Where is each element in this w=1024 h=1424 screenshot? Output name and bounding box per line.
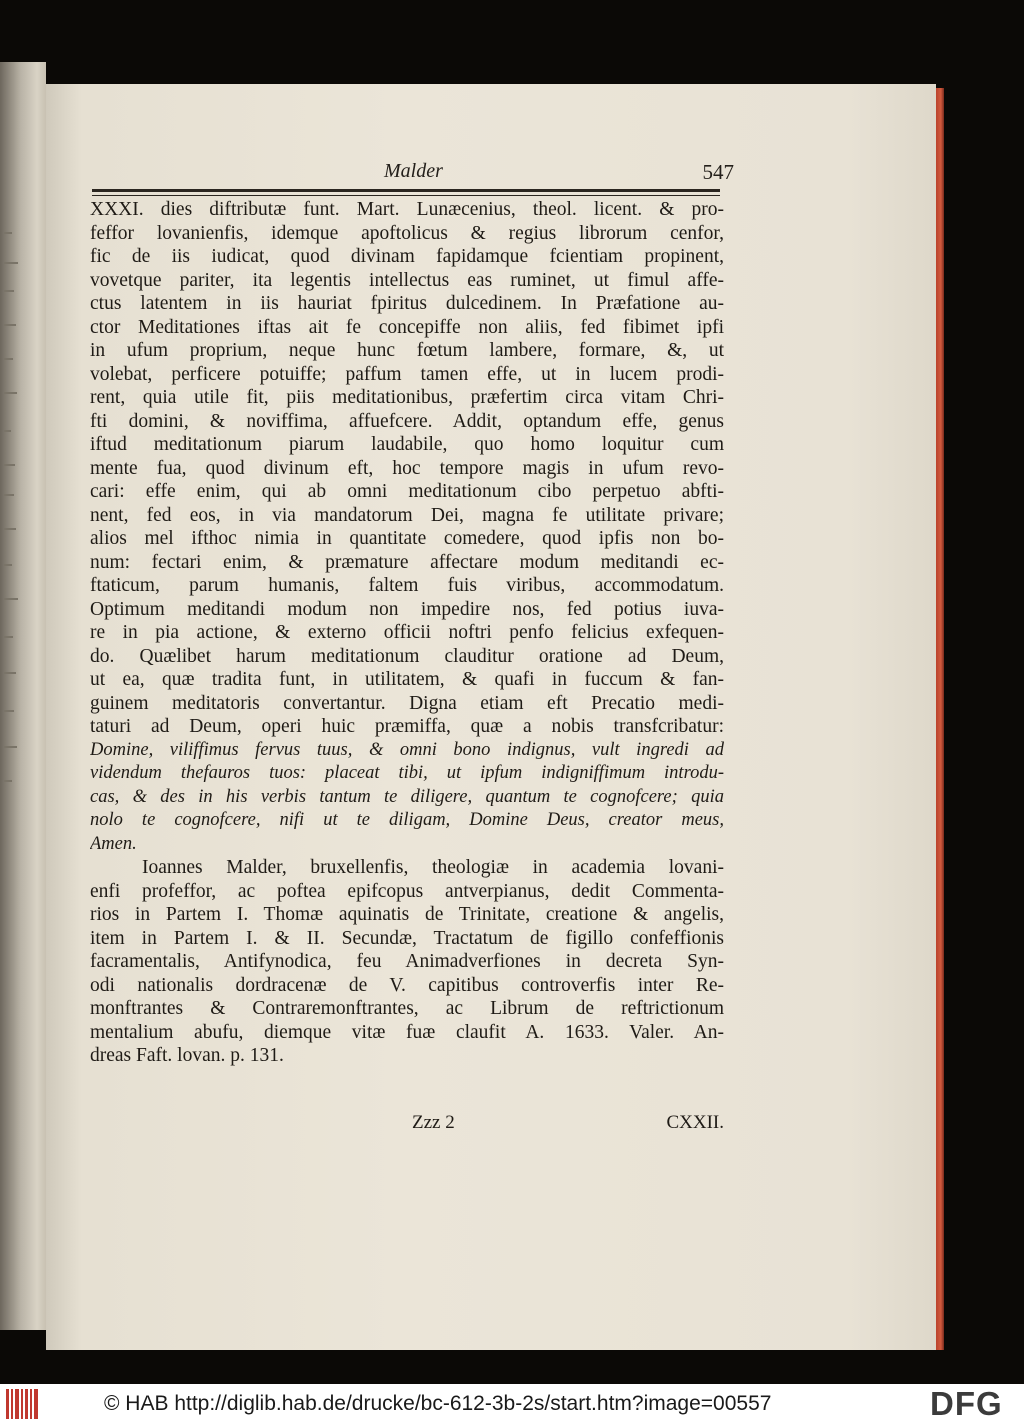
text-line: dreas Faft. lovan. p. 131. <box>90 1045 284 1066</box>
bleed-through-marks <box>0 232 44 792</box>
copyright-link[interactable]: © HAB http://diglib.hab.de/drucke/bc-612-3b-2s/start.htm?image=00557 <box>104 1392 772 1415</box>
text-line: cas, & des in his verbis tantum te diligere, quantum te cognofcere; quia <box>90 786 724 807</box>
text-line: do. Quælibet harum meditationum clauditur oratione ad Deum, <box>90 645 724 667</box>
text-line: vovetque pariter, ita legentis intellectus eas ruminet, ut fimul affe- <box>90 269 724 291</box>
text-line: mente fua, quod divinum eft, hoc tempore magis in ufum revo- <box>90 457 724 479</box>
header-rule <box>92 189 720 192</box>
text-line: Amen. <box>90 833 137 854</box>
text-line: monftrantes & Contraremonftrantes, ac Librum de reftrictionum <box>90 998 724 1019</box>
header-rule-thin <box>92 195 720 196</box>
text-line: ut ea, quæ tradita funt, in utilitatem, & quafi in fuccum & fan- <box>90 669 724 690</box>
viewer-footer <box>0 1384 1024 1424</box>
text-line: odi nationalis dordracenæ de V. capitibus controverfis inter Re- <box>90 974 724 996</box>
text-line: alios mel ifthoc nimia in quantitate comedere, quod ipfis non bo- <box>90 528 724 549</box>
text-line: cari: effe enim, qui ab omni meditationum cibo perpetuo abfti- <box>90 481 724 502</box>
text-line: videndum thefauros tuos: placeat tibi, ut ipfum indigniffimum introdu- <box>90 763 724 783</box>
text-line: mentalium abufu, diemque vitæ fuæ claufit A. 1633. Valer. An- <box>90 1021 724 1043</box>
text-line: guinem meditatoris convertantur. Digna etiam eft Precatio medi- <box>90 692 724 714</box>
text-line: XXXI. dies diftributæ funt. Mart. Lunæcenius, theol. licent. & pro- <box>90 199 724 220</box>
text-line: facramentalis, Antifynodica, feu Animadverfiones in decreta Syn- <box>90 951 724 972</box>
text-line: num: fectari enim, & præmature affectare modum meditandi ec- <box>90 551 724 573</box>
text-line: ftaticum, parum humanis, faltem fuis viribus, accommodatum. <box>90 575 724 596</box>
text-line: nent, fed eos, in via mandatorum Dei, magna fe utilitate privare; <box>90 504 724 526</box>
text-line: Optimum meditandi modum non impedire nos, fed potius iuva- <box>90 598 724 620</box>
text-line: fic de iis iudicat, quod divinam fapidamque fcientiam propinent, <box>90 246 724 267</box>
text-line: enfi profeffor, ac poftea epifcopus antverpianus, dedit Commenta- <box>90 880 724 902</box>
text-line: rios in Partem I. Thomæ aquinatis de Trinitate, creatione & angelis, <box>90 904 724 925</box>
body-text <box>90 198 724 1068</box>
barcode-icon <box>6 1389 46 1419</box>
text-line: fti domini, & noviffima, affuefcere. Addit, optandum effe, genus <box>90 410 724 432</box>
catchword: CXXII. <box>666 1112 724 1133</box>
text-line: Ioannes Malder, bruxellenfis, theologiæ in academia lovani- <box>142 857 724 878</box>
text-line: ctor Meditationes iftas ait fe concepiffe non aliis, fed fibimet ipfi <box>90 316 724 338</box>
text-line: taturi ad Deum, operi huic præmiffa, quæ a nobis transfcribatur: <box>90 716 724 737</box>
text-line: item in Partem I. & II. Secundæ, Tractatum de figillo confeffionis <box>90 927 724 949</box>
dfg-logo: DFG <box>930 1385 1003 1422</box>
text-line: rent, quia utile fit, piis meditationibus, præfertim circa vitam Chri- <box>90 387 724 408</box>
text-line: in ufum proprium, neque hunc fœtum lambere, formare, &, ut <box>90 340 724 361</box>
page-number: 547 <box>702 160 734 184</box>
text-line: volebat, perficere potuiffe; paffum tamen effe, ut in lucem prodi- <box>90 363 724 385</box>
previous-page-edge <box>0 62 46 1330</box>
red-page-edge <box>936 88 944 1350</box>
text-line: Domine, viliffimus fervus tuus, & omni bono indignus, vult ingredi ad <box>90 739 724 760</box>
text-line: nolo te cognofcere, nifi ut te diligam, Domine Deus, creator meus, <box>90 810 724 830</box>
text-line: re in pia actione, & externo officii noftri penfo felicius exfequen- <box>90 622 724 643</box>
text-line: iftud meditationum piarum laudabile, quo homo loquitur cum <box>90 434 724 455</box>
text-line: feffor lovanienfis, idemque apoftolicus & regius librorum cenfor, <box>90 222 724 244</box>
text-line: ctus latentem in iis hauriat fpiritus dulcedinem. In Præfatione au- <box>90 293 724 314</box>
running-head-title: Malder <box>384 160 443 182</box>
signature-mark: Zzz 2 <box>412 1112 455 1133</box>
